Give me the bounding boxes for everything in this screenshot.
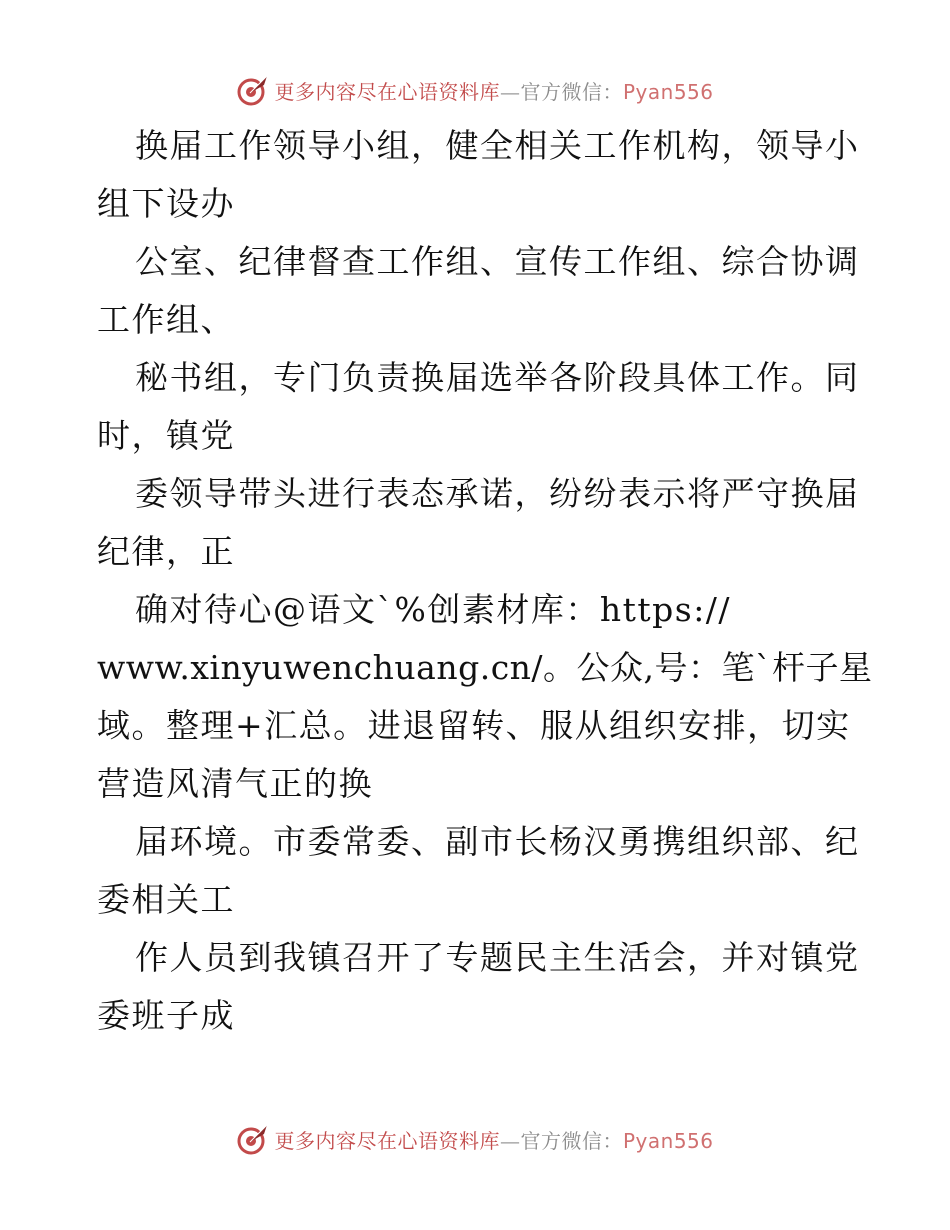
footer-banner <box>0 1119 950 1159</box>
body-line: 换届工作领导小组，健全相关工作机构，领导小 <box>135 126 860 165</box>
quill-logo-icon <box>236 1122 270 1156</box>
body-line: 域。整理+汇总。进退留转、服从组织安排，切实 <box>97 706 851 745</box>
body-line: 组下设办 <box>97 184 235 223</box>
header-brand-text: 更多内容尽在心语资料库 <box>274 79 500 104</box>
body-line: 纪律，正 <box>97 532 235 571</box>
footer-separator: — <box>499 1128 521 1153</box>
document-body <box>97 127 877 1055</box>
body-line: 届环境。市委常委、副市长杨汉勇携组织部、纪 <box>135 822 860 861</box>
footer-brand-text: 更多内容尽在心语资料库 <box>274 1128 500 1153</box>
quill-logo-icon <box>236 73 270 107</box>
footer-wechat-id: Pyan556 <box>622 1128 714 1153</box>
body-line: 委领导带头进行表态承诺，纷纷表示将严守换届 <box>135 474 860 513</box>
body-line: 时，镇党 <box>97 416 235 455</box>
body-line: 公室、纪律督查工作组、宣传工作组、综合协调 <box>135 242 860 281</box>
header-wechat-label: 官方微信： <box>520 79 623 104</box>
header-separator: — <box>499 79 521 104</box>
body-line: 营造风清气正的换 <box>97 764 373 803</box>
footer-wechat-label: 官方微信： <box>520 1128 623 1153</box>
body-line: 委班子成 <box>97 996 235 1035</box>
body-line: 工作组、 <box>97 300 235 339</box>
body-line: 委相关工 <box>97 880 235 919</box>
header-wechat-id: Pyan556 <box>622 79 714 104</box>
body-line: 秘书组，专门负责换届选举各阶段具体工作。同 <box>135 358 860 397</box>
header-banner <box>0 70 950 110</box>
body-line: www.xinyuwenchuang.cn/。公众,号：笔`杆子星 <box>97 648 873 687</box>
body-line: 作人员到我镇召开了专题民主生活会，并对镇党 <box>135 938 860 977</box>
body-line: 确对待心@语文`%创素材库：https:// <box>135 590 732 629</box>
